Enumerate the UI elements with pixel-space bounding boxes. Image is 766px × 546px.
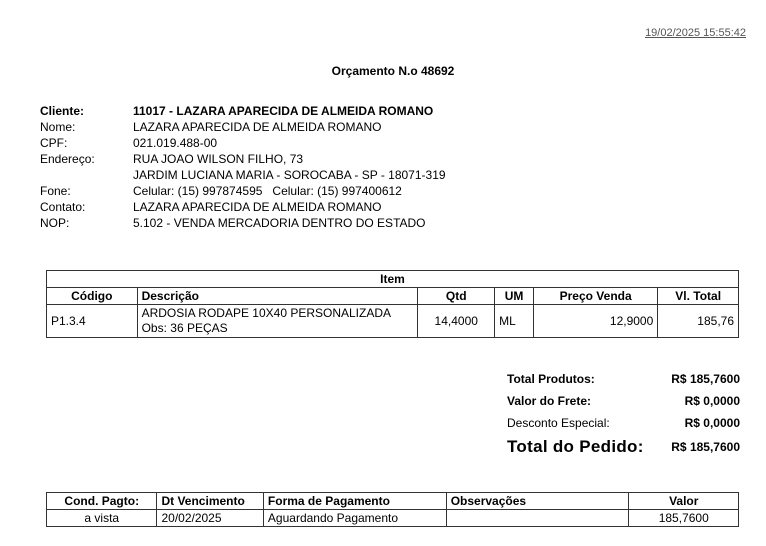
payment-cond: a vista [47, 510, 157, 527]
total-produtos-row [507, 372, 740, 394]
client-value: 11017 - LAZARA APARECIDA DE ALMEIDA ROMANO [133, 104, 434, 118]
address-city-value: JARDIM LUCIANA MARIA - SOROCABA - SP - 18071-319 [133, 168, 446, 182]
item-total: 185,76 [658, 305, 739, 338]
address-row [40, 151, 446, 167]
cpf-value: 021.019.488-00 [133, 136, 218, 150]
phone-label: Fone: [40, 184, 71, 198]
header-um: UM [495, 288, 534, 305]
contact-label: Contato: [40, 200, 86, 214]
nop-value: 5.102 - VENDA MERCADORIA DENTRO DO ESTADO [133, 216, 426, 230]
header-qtd: Qtd [418, 288, 495, 305]
item-qtd: 14,4000 [418, 305, 495, 338]
cpf-row [40, 135, 446, 151]
header-dt-vencimento: Dt Vencimento [157, 493, 263, 510]
item-code: P1.3.4 [47, 305, 138, 338]
cpf-label: CPF: [40, 136, 68, 150]
header-cond-pagto: Cond. Pagto: [47, 493, 157, 510]
items-header-row [47, 288, 739, 305]
address-street-value: RUA JOAO WILSON FILHO, 73 [133, 152, 304, 166]
header-valor: Valor [629, 493, 739, 510]
address-row-2 [40, 167, 446, 183]
name-label: Nome: [40, 120, 76, 134]
address-label-blank [40, 167, 133, 183]
client-row [40, 103, 446, 119]
total-pedido-value: R$ 185,7600 [671, 440, 740, 454]
totals-block [507, 372, 740, 457]
payment-valor: 185,7600 [629, 510, 739, 527]
total-produtos-value: R$ 185,7600 [671, 372, 740, 386]
items-table [46, 270, 739, 338]
payment-header-row [47, 493, 739, 510]
name-row [40, 119, 446, 135]
contact-value: LAZARA APARECIDA DE ALMEIDA ROMANO [133, 200, 382, 214]
valor-frete-row [507, 394, 740, 416]
item-um: ML [495, 305, 534, 338]
document-title: Orçamento N.o 48692 [331, 64, 455, 78]
desconto-value: R$ 0,0000 [684, 416, 740, 430]
client-label: Cliente: [40, 104, 85, 118]
item-description: ARDOSIA RODAPE 10X40 PERSONALIZADA [141, 306, 392, 320]
item-description-cell [137, 305, 418, 338]
header-observacoes: Observações [446, 493, 629, 510]
valor-frete-value: R$ 0,0000 [684, 394, 740, 408]
nop-label: NOP: [40, 216, 70, 230]
header-price: Preço Venda [534, 288, 658, 305]
print-timestamp: 19/02/2025 15:55:42 [645, 27, 746, 39]
items-caption: Item [47, 271, 739, 288]
desconto-label: Desconto Especial: [507, 416, 610, 430]
item-price: 12,9000 [534, 305, 658, 338]
nop-row [40, 215, 446, 231]
items-caption-row [47, 271, 739, 288]
address-label: Endereço: [40, 152, 95, 166]
header-description: Descrição [137, 288, 418, 305]
payment-forma: Aguardando Pagamento [263, 510, 446, 527]
total-produtos-label: Total Produtos: [507, 372, 595, 386]
total-pedido-label: Total do Pedido: [507, 437, 644, 456]
valor-frete-label: Valor do Frete: [507, 394, 592, 408]
name-value: LAZARA APARECIDA DE ALMEIDA ROMANO [133, 120, 382, 134]
payment-obs [446, 510, 629, 527]
payment-vencimento: 20/02/2025 [157, 510, 263, 527]
client-info-block [40, 103, 446, 231]
item-obs: Obs: 36 PEÇAS [141, 321, 228, 335]
table-row [47, 510, 739, 527]
header-code: Código [47, 288, 138, 305]
table-row [47, 305, 739, 338]
contact-row [40, 199, 446, 215]
desconto-row [507, 416, 740, 437]
total-pedido-row [507, 437, 740, 457]
header-total: Vl. Total [658, 288, 739, 305]
phone-row [40, 183, 446, 199]
header-forma-pagamento: Forma de Pagamento [263, 493, 446, 510]
phone-value: Celular: (15) 997874595 Celular: (15) 997400612 [133, 184, 402, 198]
payment-table [46, 492, 739, 527]
